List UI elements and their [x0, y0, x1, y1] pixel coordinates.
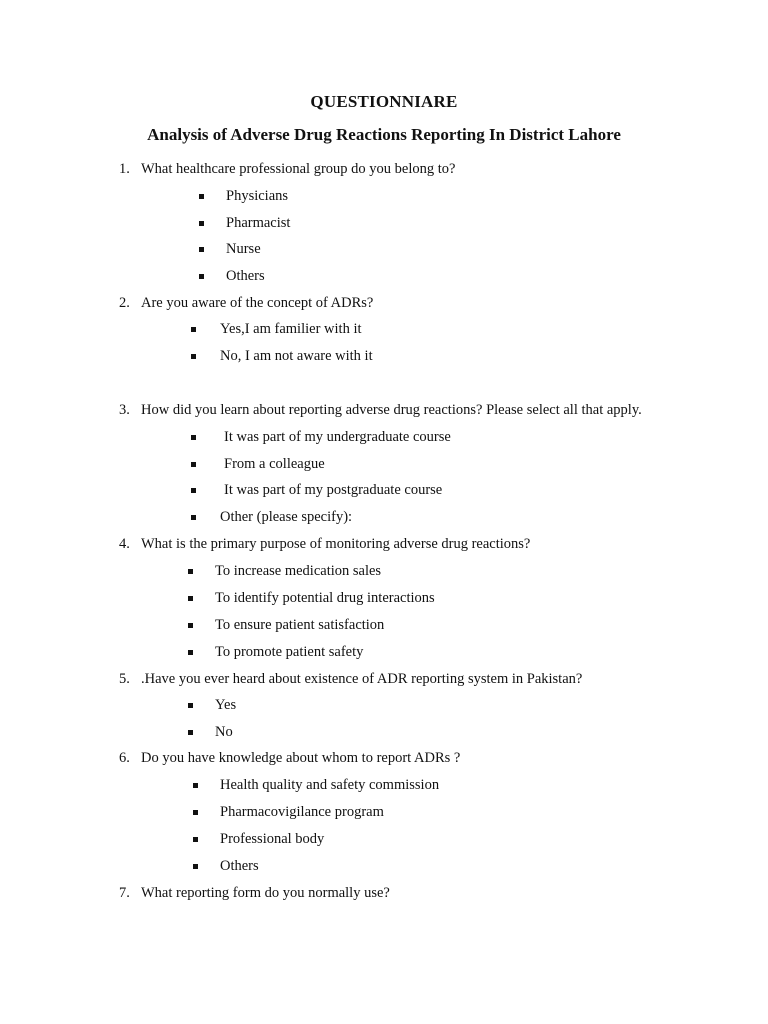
question-5 [119, 671, 582, 688]
question-text: Do you have knowledge about whom to report ADRs ? [141, 750, 461, 766]
option-q1-4: Others [226, 268, 265, 284]
option-q2-2: No, I am not aware with it [220, 348, 373, 364]
bullet-icon [188, 569, 193, 574]
bullet-icon [199, 247, 204, 252]
option-q3-2: From a colleague [224, 456, 325, 472]
option-q2-1: Yes,I am familier with it [220, 321, 362, 337]
option-q6-2: Pharmacovigilance program [220, 804, 384, 820]
option-q4-1: To increase medication sales [215, 563, 382, 579]
option-q4-3: To ensure patient satisfaction [215, 617, 385, 633]
bullet-icon [199, 274, 204, 279]
option-q1-1: Physicians [226, 188, 289, 204]
question-text: What healthcare professional group do you belong to? [141, 161, 456, 177]
question-number: 4. [119, 536, 130, 552]
option-q3-1: It was part of my undergraduate course [224, 429, 451, 445]
question-1 [119, 161, 455, 178]
option-q3-4: Other (please specify): [220, 509, 353, 525]
question-text: What reporting form do you normally use? [141, 885, 390, 901]
bullet-icon [199, 194, 204, 199]
question-number: 3. [119, 402, 130, 418]
option-q6-4: Others [220, 858, 259, 874]
bullet-icon [191, 327, 196, 332]
option-q5-2: No [215, 724, 233, 740]
bullet-icon [188, 703, 193, 708]
option-q4-2: To identify potential drug interactions [215, 590, 435, 606]
bullet-icon [191, 462, 196, 467]
bullet-icon [199, 221, 204, 226]
bullet-icon [193, 783, 198, 788]
option-q4-4: To promote patient safety [215, 644, 364, 660]
question-number: 6. [119, 750, 130, 766]
option-q3-3: It was part of my postgraduate course [224, 482, 443, 498]
option-q5-1: Yes [215, 697, 237, 713]
question-text: What is the primary purpose of monitoring adverse drug reactions? [141, 536, 531, 552]
bullet-icon [188, 730, 193, 735]
bullet-icon [191, 354, 196, 359]
bullet-icon [188, 596, 193, 601]
option-q1-2: Pharmacist [226, 215, 291, 231]
option-q1-3: Nurse [226, 241, 261, 257]
question-2 [119, 295, 373, 312]
question-6 [119, 750, 460, 767]
bullet-icon [193, 864, 198, 869]
bullet-icon [191, 515, 196, 520]
question-number: 1. [119, 161, 130, 177]
bullet-icon [191, 435, 196, 440]
question-text: Are you aware of the concept of ADRs? [141, 295, 374, 311]
question-text: .Have you ever heard about existence of ADR reporting system in Pakistan? [141, 671, 583, 687]
question-number: 7. [119, 885, 130, 901]
question-text: How did you learn about reporting adverse drug reactions? Please select all that apply. [141, 402, 642, 418]
option-q6-3: Professional body [220, 831, 325, 847]
question-number: 5. [119, 671, 130, 687]
document-title: QUESTIONNIARE [310, 92, 458, 111]
bullet-icon [188, 650, 193, 655]
option-q6-1: Health quality and safety commission [220, 777, 440, 793]
bullet-icon [188, 623, 193, 628]
question-number: 2. [119, 295, 130, 311]
bullet-icon [191, 488, 196, 493]
question-7 [119, 885, 390, 902]
question-3 [119, 402, 642, 419]
bullet-icon [193, 810, 198, 815]
document-subtitle: Analysis of Adverse Drug Reactions Reporting In District Lahore [147, 125, 621, 144]
bullet-icon [193, 837, 198, 842]
question-4 [119, 536, 530, 553]
